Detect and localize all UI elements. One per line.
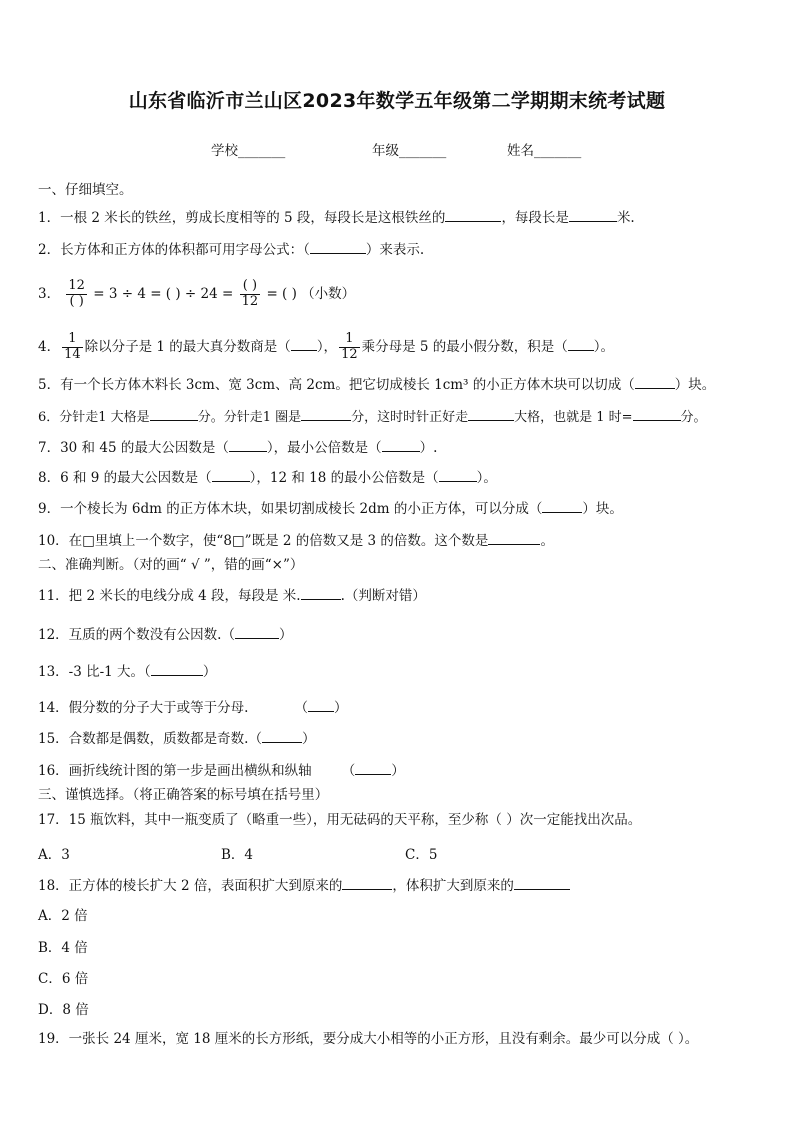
name-field[interactable]: 姓名_______ — [507, 143, 582, 159]
option-c[interactable]: C．6 倍 — [38, 971, 89, 987]
answer-blank[interactable] — [488, 530, 540, 545]
answer-blank[interactable] — [355, 760, 391, 775]
question-7: 7．30 和 45 的最大公因数是（ ），最小公倍数是（ ）. — [38, 437, 437, 457]
answer-blank[interactable] — [568, 336, 594, 351]
answer-blank[interactable] — [291, 336, 317, 351]
question-17: 17．15 瓶饮料，其中一瓶变质了（略重一些），用无砝码的天平称，至少称（ ）次一定能找出次品。 — [38, 812, 642, 828]
answer-blank[interactable] — [445, 207, 501, 222]
question-9: 9．一个棱长为 6dm 的正方体木块，如果切割成棱长 2dm 的小正方体，可以分成（ ）块。 — [38, 498, 623, 518]
question-18: 18．正方体的棱长扩大 2 倍，表面积扩大到原来的 ，体积扩大到原来的 — [38, 875, 570, 895]
question-14: 14．假分数的分子大于或等于分母. （ ） — [38, 697, 347, 717]
fraction: $\frac{( )}{12}$ — [241, 278, 259, 309]
section-1-heading: 一、仔细填空。 — [38, 182, 133, 198]
option-a[interactable]: A．2 倍 — [38, 908, 88, 924]
question-19: 19．一张长 24 厘米，宽 18 厘米的长方形纸，要分成大小相等的小正方形，且没有剩余。最少可以分成（ ）。 — [38, 1031, 699, 1047]
answer-blank[interactable] — [633, 406, 681, 421]
answer-blank[interactable] — [301, 406, 351, 421]
answer-blank[interactable] — [229, 437, 267, 452]
question-15: 15．合数都是偶数，质数都是奇数.（ ） — [38, 728, 315, 748]
answer-blank[interactable] — [151, 661, 203, 676]
fraction: $\frac{1}{14}$ — [64, 331, 81, 362]
answer-blank[interactable] — [569, 207, 617, 222]
question-11: 11．把 2 米长的电线分成 4 段，每段是 米. .（判断对错） — [38, 585, 426, 605]
answer-blank[interactable] — [212, 467, 250, 482]
answer-blank[interactable] — [635, 374, 675, 389]
answer-blank[interactable] — [342, 875, 392, 890]
option-b[interactable]: B．4 — [221, 847, 254, 863]
question-10: 10．在□里填上一个数字，使“8□”既是 2 的倍数又是 3 的倍数。这个数是 。 — [38, 530, 554, 550]
page-title: 山东省临沂市兰山区2023年数学五年级第二学期期末统考试题 — [128, 90, 666, 112]
question-2: 2．长方体和正方体的体积都可用字母公式：（ ）来表示. — [38, 239, 424, 259]
answer-blank[interactable] — [468, 406, 514, 421]
option-c[interactable]: C．5 — [405, 847, 438, 863]
answer-blank[interactable] — [308, 697, 334, 712]
question-13: 13．-3 比-1 大。（ ） — [38, 661, 216, 681]
question-3: 3． $\frac{12}{( )}$ = 3 ÷ 4 = ( ) ÷ 24 = $\frac{( )}{12}$ = ( ) （小数） — [38, 278, 356, 309]
option-a[interactable]: A．3 — [38, 847, 70, 863]
section-3-heading: 三、谨慎选择。（将正确答案的标号填在括号里） — [38, 787, 329, 803]
fraction: $\frac{1}{12}$ — [341, 331, 358, 362]
question-16: 16．画折线统计图的第一步是画出横纵和纵轴 （ ） — [38, 760, 405, 780]
option-d[interactable]: D．8 倍 — [38, 1002, 89, 1018]
answer-blank[interactable] — [235, 624, 279, 639]
question-8: 8．6 和 9 的最大公因数是（ ），12 和 18 的最小公倍数是（ ）。 — [38, 467, 497, 487]
section-2-heading: 二、准确判断。（对的画“ √ ”，错的画“×”） — [38, 557, 304, 573]
question-1: 1．一根 2 米长的铁丝，剪成长度相等的 5 段，每段长是这根铁丝的 ，每段长是 米. — [38, 207, 635, 227]
answer-blank[interactable] — [262, 728, 302, 743]
question-5: 5．有一个长方体木料长 3cm、宽 3cm、高 2cm。把它切成棱长 1cm³ 的小正方体木块可以切成（ ）块。 — [38, 374, 715, 394]
option-b[interactable]: B．4 倍 — [38, 940, 88, 956]
answer-blank[interactable] — [542, 498, 582, 513]
grade-field[interactable]: 年级_______ — [372, 143, 447, 159]
question-12: 12．互质的两个数没有公因数.（ ） — [38, 624, 292, 644]
fraction: $\frac{12}{( )}$ — [68, 278, 85, 309]
answer-blank[interactable] — [150, 406, 198, 421]
question-6: 6．分针走1 大格是 分。分针走1 圈是 分，这时时针正好走 大格，也就是 1 时= 分。 — [38, 406, 707, 427]
school-field[interactable]: 学校_______ — [211, 143, 286, 159]
answer-blank[interactable] — [382, 437, 420, 452]
answer-blank[interactable] — [439, 467, 477, 482]
answer-blank[interactable] — [310, 239, 366, 254]
answer-blank[interactable] — [301, 585, 341, 600]
answer-blank[interactable] — [514, 875, 570, 890]
question-4: 4． $\frac{1}{14}$ 除以分子是 1 的最大真分数商是（ ）， $\frac{1}{12}$ 乘分母是 5 的最小假分数，积是（ ）。 — [38, 331, 615, 362]
